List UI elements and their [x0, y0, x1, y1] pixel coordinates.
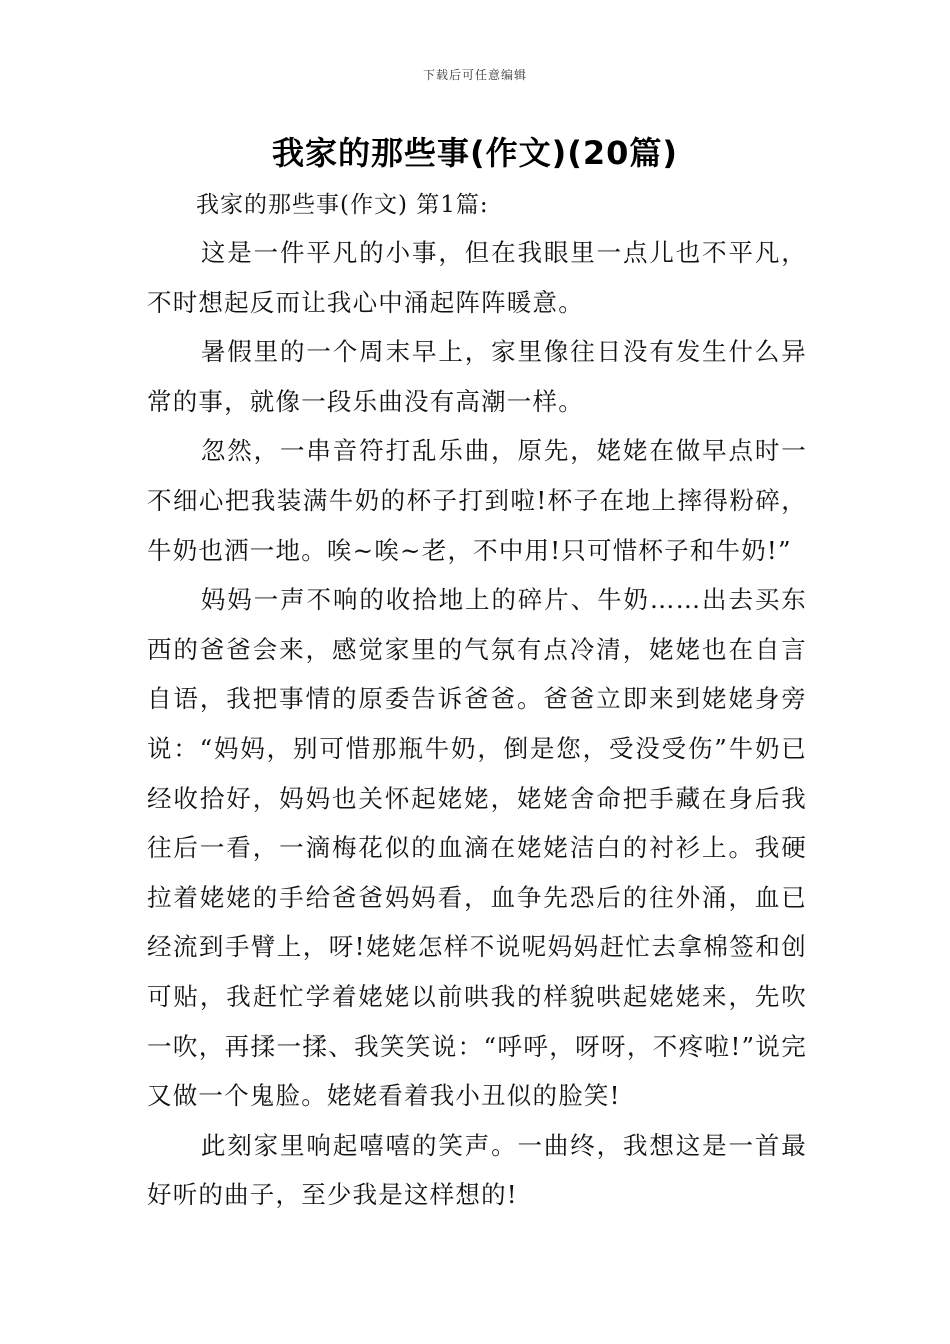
body-text	[147, 228, 807, 1220]
header-note: 下载后可任意编辑	[422, 68, 527, 82]
document-title: 我家的那些事(作文)(20篇)	[271, 134, 679, 172]
paragraph: 妈妈一声不响的收拾地上的碎片、牛奶……出去买东西的爸爸会来，感觉家里的气氛有点冷清，姥姥也在自言自语，我把事情的原委告诉爸爸。爸爸立即来到姥姥身旁说：“妈妈，别可惜那瓶牛奶，倒是您，受没受伤”牛奶已经收拾好，妈妈也关怀起姥姥，姥姥舍命把手藏在身后我往后一看，一滴梅花似的血滴在姥姥洁白的衬衫上。我硬拉着姥姥的手给爸爸妈妈看，血争先恐后的往外涌，血已经流到手臂上，呀!姥姥怎样不说呢妈妈赶忙去拿棉签和创可贴，我赶忙学着姥姥以前哄我的样貌哄起姥姥来，先吹一吹，再揉一揉、我笑笑说：“呼呼，呀呀，不疼啦!”说完又做一个鬼脸。姥姥看着我小丑似的脸笑!	[147, 585, 807, 1111]
paragraph: 暑假里的一个周末早上，家里像往日没有发生什么异常的事，就像一段乐曲没有高潮一样。	[147, 337, 807, 416]
paragraph: 此刻家里响起嘻嘻的笑声。一曲终，我想这是一首最好听的曲子，至少我是这样想的!	[147, 1130, 807, 1210]
document-subtitle: 我家的那些事(作文) 第1篇:	[196, 192, 489, 218]
paragraph: 忽然，一串音符打乱乐曲，原先，姥姥在做早点时一不细心把我装满牛奶的杯子打到啦!杯子在地上摔得粉碎，牛奶也洒一地。唉~唉~老，不中用!只可惜杯子和牛奶!”	[147, 436, 807, 565]
paragraph: 这是一件平凡的小事，但在我眼里一点儿也不平凡，不时想起反而让我心中涌起阵阵暖意。	[147, 238, 807, 317]
